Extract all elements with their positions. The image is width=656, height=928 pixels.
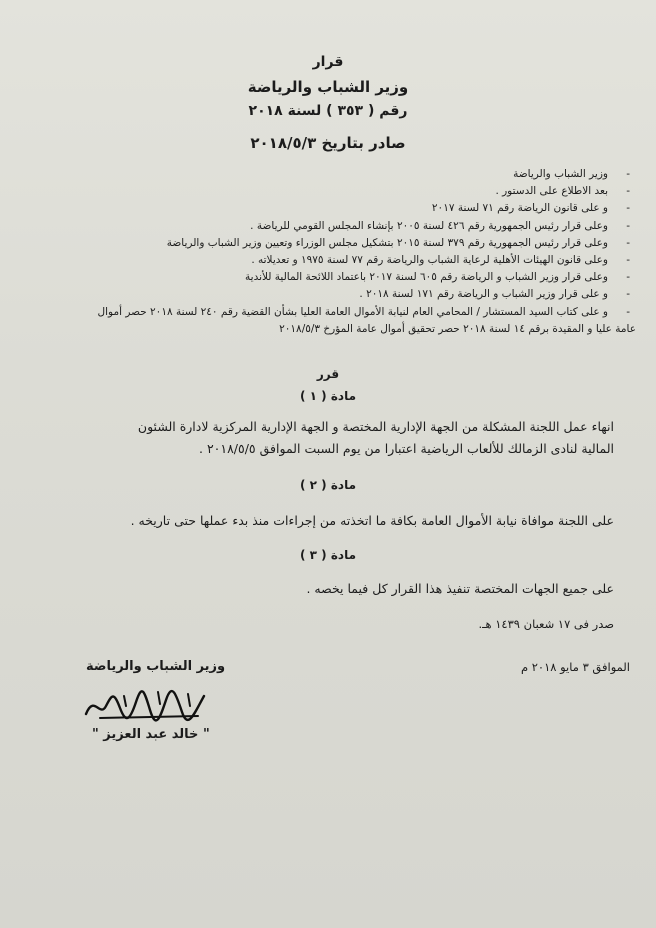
recital-item: - وعلى قرار رئيس الجمهورية رقم ٣٧٩ لسنة ٢٠١٥ بتشكيل مجلس الوزراء وتعيين وزير الشباب والرياضة	[26, 235, 636, 252]
recital-item-continuation: عامة عليا و المقيدة برقم ١٤ لسنة ٢٠١٨ حصر تحقيق أموال عامة المؤرخ ٢٠١٨/٥/٣	[279, 322, 636, 335]
decree-number: رقم ( ٣٥٣ ) لسنة ٢٠١٨	[248, 103, 408, 119]
article-3-text: على جميع الجهات المختصة تنفيذ هذا القرار كل فيما يخصه .	[306, 581, 614, 596]
recital-item: - و على قرار وزير الشباب و الرياضة رقم ١٧١ لسنة ٢٠١٨ .	[26, 286, 636, 303]
gregorian-date: الموافق ٣ مايو ٢٠١٨ م	[520, 660, 630, 674]
recital-item: - وزير الشباب والرياضة	[26, 166, 636, 183]
recital-item: - وعلى قانون الهيئات الأهلية لرعاية الشباب والرياضة رقم ٧٧ لسنة ١٩٧٥ و تعديلاته .	[26, 252, 636, 269]
decision-heading: قرر	[316, 367, 340, 381]
ministry-heading: وزير الشباب والرياضة	[247, 78, 409, 96]
doc-type-heading: قرار	[312, 54, 344, 70]
article-2-title: مادة ( ٢ )	[299, 478, 357, 492]
handwritten-signature	[80, 684, 210, 728]
article-1-text	[34, 416, 614, 460]
article-3-title: مادة ( ٣ )	[299, 548, 357, 562]
hijri-issue-date: صدر فى ١٧ شعبان ١٤٣٩ هـ.	[478, 617, 614, 631]
article-1-line: المالية لنادى الزمالك للألعاب الرياضية اعتبارا من يوم السبت الموافق ٢٠١٨/٥/٥ .	[198, 441, 614, 456]
article-1-line: انهاء عمل اللجنة المشكلة من الجهة الإدارية المختصة و الجهة الإدارية المركزية لادارة الشئون	[137, 419, 614, 434]
minister-name: " خالد عبد العزيز "	[92, 727, 210, 742]
recital-item: - بعد الاطلاع على الدستور .	[26, 183, 636, 200]
recital-item: - وعلى قرار رئيس الجمهورية رقم ٤٢٦ لسنة ٢٠٠٥ بإنشاء المجلس القومي للرياضة .	[26, 218, 636, 235]
issue-date-heading: صادر بتاريخ ٢٠١٨/٥/٣	[250, 134, 406, 152]
recital-item: - و على كتاب السيد المستشار / المحامي العام لنيابة الأموال العامة العليا بشأن القضية رقم ٢٤٠ لسنة ٢٠١٨ حصر أموال	[26, 304, 636, 321]
minister-title: وزير الشباب والرياضة	[86, 659, 226, 674]
recital-item: - و على قانون الرياضة رقم ٧١ لسنة ٢٠١٧	[26, 200, 636, 217]
article-2-text: على اللجنة موافاة نيابة الأموال العامة بكافة ما اتخذته من إجراءات منذ بدء عملها حتى تاريخه .	[130, 513, 614, 528]
recital-item: - وعلى قرار وزير الشباب و الرياضة رقم ٦٠٥ لسنة ٢٠١٧ باعتماد اللائحة المالية للأندية	[26, 269, 636, 286]
article-1-title: مادة ( ١ )	[299, 389, 357, 403]
recitals-list	[26, 166, 636, 338]
